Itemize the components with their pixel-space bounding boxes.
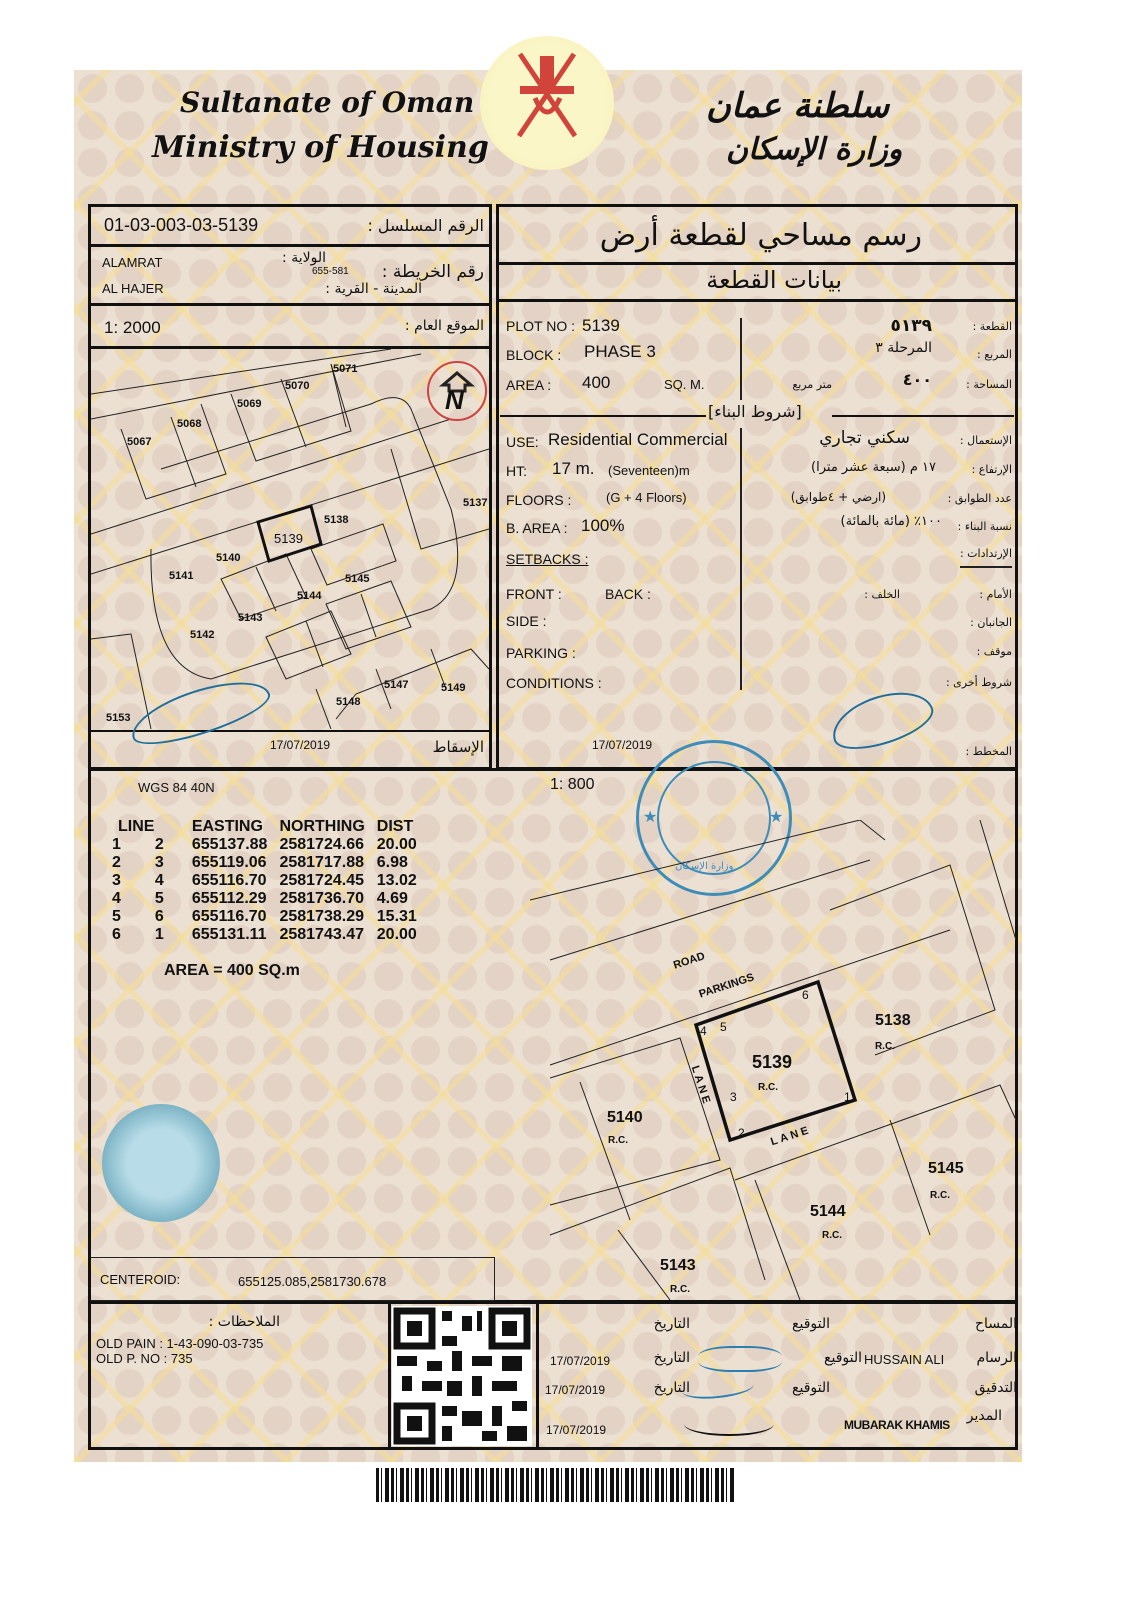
- projection-date: 17/07/2019: [270, 738, 331, 752]
- block-ar-value: المرحلة ٣: [875, 340, 932, 356]
- plot-no-value: 5139: [582, 316, 620, 335]
- front-label: FRONT :: [506, 586, 562, 602]
- use-ar-value: سكني تجاري: [819, 428, 910, 448]
- draftsman-date: 17/07/2019: [550, 1354, 611, 1368]
- height-label: HT:: [506, 463, 527, 479]
- document-title: رسم مساحي لقطعة أرض: [599, 218, 922, 253]
- plot-label-5141: 5141: [169, 570, 194, 582]
- plot-label-5149: 5149: [441, 682, 466, 694]
- director-date: 17/07/2019: [546, 1423, 607, 1437]
- plot-data-subtitle: بيانات القطعة: [706, 266, 842, 294]
- notes-label: الملاحظات :: [208, 1314, 280, 1330]
- general-location-scale: 1: 2000: [104, 318, 161, 337]
- building-area-value: 100%: [581, 516, 625, 535]
- setbacks-ar-label: الإرتدادات :: [960, 547, 1012, 568]
- detail-map-scale: 1: 800: [550, 776, 595, 793]
- lane-horizontal-label: LANE: [769, 1123, 813, 1149]
- table-row: 3 4 655116.70 2581724.45 13.02: [112, 872, 417, 889]
- area-unit: SQ. M.: [664, 377, 705, 392]
- rc-label: R.C.: [670, 1284, 690, 1295]
- plot-label-5143: 5143: [660, 1257, 696, 1274]
- height-value: 17 m.: [552, 459, 595, 478]
- serial-label: الرقم المسلسل :: [367, 216, 484, 235]
- area-label: AREA :: [506, 377, 552, 393]
- back-ar-label: الخلف :: [864, 588, 900, 601]
- plot-label-5138: 5138: [324, 514, 349, 526]
- map-number-value: 655-581: [312, 266, 349, 277]
- north-arrow-icon: N: [427, 361, 487, 421]
- road-label: ROAD: [671, 950, 707, 972]
- floors-ar-label: عدد الطوابق :: [947, 492, 1012, 505]
- vertex-5: 5: [720, 1020, 727, 1034]
- height-ar-value: ١٧ م (سبعة عشر مترا): [811, 460, 936, 475]
- plot-label-5144: 5144: [810, 1203, 846, 1220]
- floors-value: (G + 4 Floors): [606, 490, 687, 505]
- table-row: 2 3 655119.06 2581717.88 6.98: [112, 854, 408, 871]
- block-label: BLOCK :: [506, 347, 562, 363]
- plot-label-5068: 5068: [177, 418, 202, 430]
- plot-label-5153: 5153: [106, 712, 131, 724]
- header-title-ar-2: وزارة الإسكان: [726, 132, 903, 167]
- plot-label-5144: 5144: [297, 590, 322, 602]
- oman-emblem-icon: [480, 36, 614, 170]
- signature-role-director: المدير: [966, 1408, 1002, 1424]
- vertex-6: 6: [802, 988, 809, 1002]
- signature-col-label: التوقيع: [792, 1316, 830, 1332]
- plot-label-5069: 5069: [237, 398, 262, 410]
- centeroid-label: CENTEROID:: [100, 1272, 181, 1287]
- table-row: 6 1 655131.11 2581743.47 20.00: [112, 926, 417, 943]
- signature-label: التوقيع: [792, 1380, 830, 1396]
- checker-date: 17/07/2019: [545, 1383, 606, 1397]
- plot-label-5143: 5143: [238, 612, 263, 624]
- conditions-ar-label: شروط أخرى :: [945, 676, 1012, 689]
- plot-label-5147: 5147: [384, 679, 409, 691]
- header-title-en-1: Sultanate of Oman: [180, 86, 475, 119]
- planner-date: 17/07/2019: [592, 738, 653, 752]
- area-ar-label: المساحة :: [966, 378, 1012, 391]
- hologram-seal-icon: [102, 1104, 220, 1222]
- plot-no-ar-value: ٥١٣٩: [890, 316, 932, 336]
- vertex-3: 3: [730, 1090, 737, 1104]
- side-ar-label: الجانبان :: [970, 616, 1012, 629]
- plot-label-5071: 5071: [333, 363, 358, 375]
- plot-label-5145: 5145: [928, 1160, 964, 1177]
- plot-label-5138: 5138: [875, 1012, 911, 1029]
- plot-label-5070: 5070: [285, 380, 310, 392]
- vertex-1: 1: [844, 1090, 851, 1104]
- rc-label: R.C.: [875, 1041, 895, 1052]
- total-area: AREA = 400 SQ.m: [164, 962, 300, 979]
- header-title-en-2: Ministry of Housing: [152, 130, 489, 165]
- vertex-2: 2: [738, 1126, 745, 1140]
- planner-ar-label: المخطط :: [965, 745, 1012, 758]
- table-row: 4 5 655112.29 2581736.70 4.69: [112, 890, 408, 907]
- area-unit-ar: متر مربع: [792, 378, 832, 391]
- wilayat-label: الولاية :: [282, 250, 326, 266]
- parkings-label: PARKINGS: [697, 971, 756, 1001]
- floors-label: FLOORS :: [506, 492, 572, 508]
- plot-label-5140: 5140: [216, 552, 241, 564]
- serial-number: 01-03-003-03-5139: [104, 215, 259, 235]
- building-area-ar-value: ١٠٠٪ (مائة بالمائة): [840, 514, 942, 529]
- signature-role-surveyor: المساح: [974, 1316, 1017, 1332]
- building-conditions-heading: [شروط البناء]: [708, 402, 802, 421]
- datum-label: WGS 84 40N: [138, 780, 215, 795]
- building-area-label: B. AREA :: [506, 520, 568, 536]
- lane-vertical-label: LANE: [688, 1064, 714, 1108]
- plot-label-5139: 5139: [752, 1052, 793, 1072]
- side-label: SIDE :: [506, 613, 547, 629]
- table-row: 1 2 655137.88 2581724.66 20.00: [112, 836, 417, 853]
- rc-label: R.C.: [758, 1082, 778, 1093]
- conditions-label: CONDITIONS :: [506, 675, 602, 691]
- general-location-label: الموقع العام :: [404, 318, 484, 334]
- coordinates-header-row: LINE EASTING NORTHING DIST: [118, 818, 414, 835]
- town-label: المدينة - القرية :: [325, 281, 422, 297]
- signature-role-draftsman: الرسام: [976, 1350, 1017, 1366]
- signature-label: التوقيع: [824, 1350, 862, 1366]
- building-area-ar-label: نسبة البناء :: [957, 520, 1012, 533]
- parking-label: PARKING :: [506, 645, 576, 661]
- director-name: MUBARAK KHAMIS: [844, 1418, 950, 1432]
- projection-label: الإسقاط: [432, 738, 484, 756]
- town-value: AL HAJER: [102, 281, 164, 296]
- detail-site-map: [530, 820, 1016, 1300]
- date-col-label: التاريخ: [653, 1316, 690, 1332]
- vertex-4: 4: [700, 1024, 707, 1038]
- rc-label: R.C.: [930, 1190, 950, 1201]
- use-ar-label: الإستعمال :: [959, 434, 1012, 447]
- plot-label-5139: 5139: [274, 531, 303, 546]
- date-label: التاريخ: [653, 1380, 690, 1396]
- rc-label: R.C.: [608, 1135, 628, 1146]
- plot-label-5148: 5148: [336, 696, 361, 708]
- plot-label-5137: 5137: [463, 497, 488, 509]
- plot-label-5140: 5140: [607, 1109, 643, 1126]
- old-plot-number: OLD P. NO : 735: [96, 1351, 193, 1366]
- coordinates-table: [106, 818, 423, 944]
- date-label: التاريخ: [653, 1350, 690, 1366]
- use-label: USE:: [506, 434, 539, 450]
- back-label: BACK :: [605, 586, 651, 602]
- document-barcode[interactable]: [376, 1468, 736, 1502]
- map-number-label: رقم الخريطة :: [381, 262, 484, 282]
- height-words: (Seventeen)m: [608, 463, 690, 478]
- use-value: Residential Commercial: [548, 430, 728, 449]
- official-stamp: وزارة الإسكان ★ ★: [636, 740, 792, 896]
- plot-no-label: PLOT NO :: [506, 318, 575, 334]
- draftsman-name: HUSSAIN ALI: [864, 1352, 945, 1367]
- general-location-map: [91, 349, 489, 729]
- plot-label-5145: 5145: [345, 573, 370, 585]
- setbacks-label: SETBACKS :: [506, 551, 589, 567]
- header-title-ar-1: سلطنة عمان: [706, 86, 890, 126]
- director-signature: [684, 1412, 774, 1436]
- qr-code[interactable]: [392, 1306, 532, 1446]
- plot-label-5067: 5067: [127, 436, 152, 448]
- old-pain: OLD PAIN : 1-43-090-03-735: [96, 1336, 264, 1351]
- height-ar-label: الإرتفاع :: [971, 463, 1012, 476]
- wilayat-value: ALAMRAT: [102, 255, 163, 270]
- floors-ar-value: (ارضي + ٤طوابق): [790, 490, 886, 504]
- parking-ar-label: موقف :: [976, 645, 1012, 658]
- centeroid-value: 655125.085,2581730.678: [238, 1274, 387, 1289]
- draftsman-signature: [698, 1346, 782, 1372]
- area-ar-value: ٤٠٠: [902, 370, 932, 389]
- rc-label: R.C.: [822, 1230, 842, 1241]
- area-value: 400: [582, 373, 611, 392]
- block-value: PHASE 3: [584, 342, 656, 361]
- front-ar-label: الأمام :: [979, 588, 1012, 601]
- block-ar-label: المربع :: [977, 348, 1012, 361]
- table-row: 5 6 655116.70 2581738.29 15.31: [112, 908, 417, 925]
- signature-role-checker: التدقيق: [974, 1380, 1017, 1396]
- plot-label-5142: 5142: [190, 629, 215, 641]
- plot-no-ar-label: القطعة :: [972, 320, 1012, 333]
